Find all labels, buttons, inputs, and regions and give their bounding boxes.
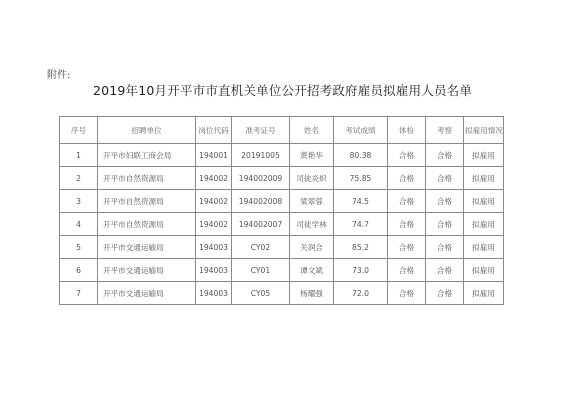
header-department: 招聘单位 <box>98 117 196 144</box>
cell-medical: 合格 <box>388 236 426 259</box>
cell-score: 80.38 <box>334 144 388 167</box>
header-hire-status: 拟雇用情况 <box>464 117 504 144</box>
header-review: 考察 <box>426 117 464 144</box>
header-score: 考试成绩 <box>334 117 388 144</box>
cell-index: 5 <box>60 236 98 259</box>
document-title: 2019年10月开平市市直机关单位公开招考政府雇员拟雇用人员名单 <box>92 83 473 98</box>
cell-index: 4 <box>60 213 98 236</box>
cell-index: 6 <box>60 259 98 282</box>
cell-ticket-number: 194002008 <box>232 190 290 213</box>
cell-score: 72.0 <box>334 282 388 305</box>
cell-position-code: 194003 <box>196 236 232 259</box>
cell-review: 合格 <box>426 236 464 259</box>
cell-name: 梁翠蓉 <box>290 190 334 213</box>
cell-name: 黄艳华 <box>290 144 334 167</box>
header-ticket-number: 准考证号 <box>232 117 290 144</box>
cell-review: 合格 <box>426 259 464 282</box>
header-position-code: 岗位代码 <box>196 117 232 144</box>
table-row <box>60 167 504 190</box>
table-row <box>60 144 504 167</box>
cell-score: 85.2 <box>334 236 388 259</box>
table-body <box>60 144 504 305</box>
cell-department: 开平市交通运输局 <box>98 236 196 259</box>
header-index: 序号 <box>60 117 98 144</box>
cell-medical: 合格 <box>388 282 426 305</box>
attachment-label: 附件: <box>47 70 71 81</box>
cell-position-code: 194002 <box>196 190 232 213</box>
cell-ticket-number: 194002009 <box>232 167 290 190</box>
cell-department: 开平市自然资源局 <box>98 213 196 236</box>
cell-position-code: 194001 <box>196 144 232 167</box>
cell-hire-status: 拟雇用 <box>464 282 504 305</box>
cell-department: 开平市妇联工商会局 <box>98 144 196 167</box>
cell-name: 谭文斌 <box>290 259 334 282</box>
cell-hire-status: 拟雇用 <box>464 167 504 190</box>
cell-ticket-number: 194002007 <box>232 213 290 236</box>
cell-score: 75.85 <box>334 167 388 190</box>
header-name: 姓名 <box>290 117 334 144</box>
cell-position-code: 194002 <box>196 213 232 236</box>
cell-name: 关润合 <box>290 236 334 259</box>
cell-name: 杨耀强 <box>290 282 334 305</box>
table-row <box>60 190 504 213</box>
cell-review: 合格 <box>426 144 464 167</box>
cell-ticket-number: CY02 <box>232 236 290 259</box>
cell-department: 开平市自然资源局 <box>98 190 196 213</box>
table-header-row <box>60 117 504 144</box>
cell-review: 合格 <box>426 190 464 213</box>
cell-medical: 合格 <box>388 259 426 282</box>
cell-ticket-number: 20191005 <box>232 144 290 167</box>
cell-medical: 合格 <box>388 167 426 190</box>
cell-score: 73.0 <box>334 259 388 282</box>
cell-position-code: 194003 <box>196 282 232 305</box>
cell-department: 开平市交通运输局 <box>98 282 196 305</box>
cell-index: 1 <box>60 144 98 167</box>
cell-position-code: 194002 <box>196 167 232 190</box>
hire-roster-table <box>59 116 504 305</box>
cell-hire-status: 拟雇用 <box>464 259 504 282</box>
cell-ticket-number: CY01 <box>232 259 290 282</box>
cell-index: 7 <box>60 282 98 305</box>
header-medical: 体检 <box>388 117 426 144</box>
cell-name: 司徒炎炽 <box>290 167 334 190</box>
cell-medical: 合格 <box>388 190 426 213</box>
cell-department: 开平市交通运输局 <box>98 259 196 282</box>
cell-review: 合格 <box>426 282 464 305</box>
table-row <box>60 259 504 282</box>
cell-index: 3 <box>60 190 98 213</box>
cell-review: 合格 <box>426 167 464 190</box>
table-row <box>60 236 504 259</box>
cell-score: 74.7 <box>334 213 388 236</box>
cell-medical: 合格 <box>388 213 426 236</box>
cell-index: 2 <box>60 167 98 190</box>
cell-ticket-number: CY05 <box>232 282 290 305</box>
cell-hire-status: 拟雇用 <box>464 213 504 236</box>
table-row <box>60 213 504 236</box>
cell-score: 74.5 <box>334 190 388 213</box>
cell-hire-status: 拟雇用 <box>464 144 504 167</box>
cell-hire-status: 拟雇用 <box>464 190 504 213</box>
cell-medical: 合格 <box>388 144 426 167</box>
table-row <box>60 282 504 305</box>
cell-department: 开平市自然资源局 <box>98 167 196 190</box>
cell-hire-status: 拟雇用 <box>464 236 504 259</box>
cell-position-code: 194003 <box>196 259 232 282</box>
cell-review: 合格 <box>426 213 464 236</box>
cell-name: 司徒学林 <box>290 213 334 236</box>
